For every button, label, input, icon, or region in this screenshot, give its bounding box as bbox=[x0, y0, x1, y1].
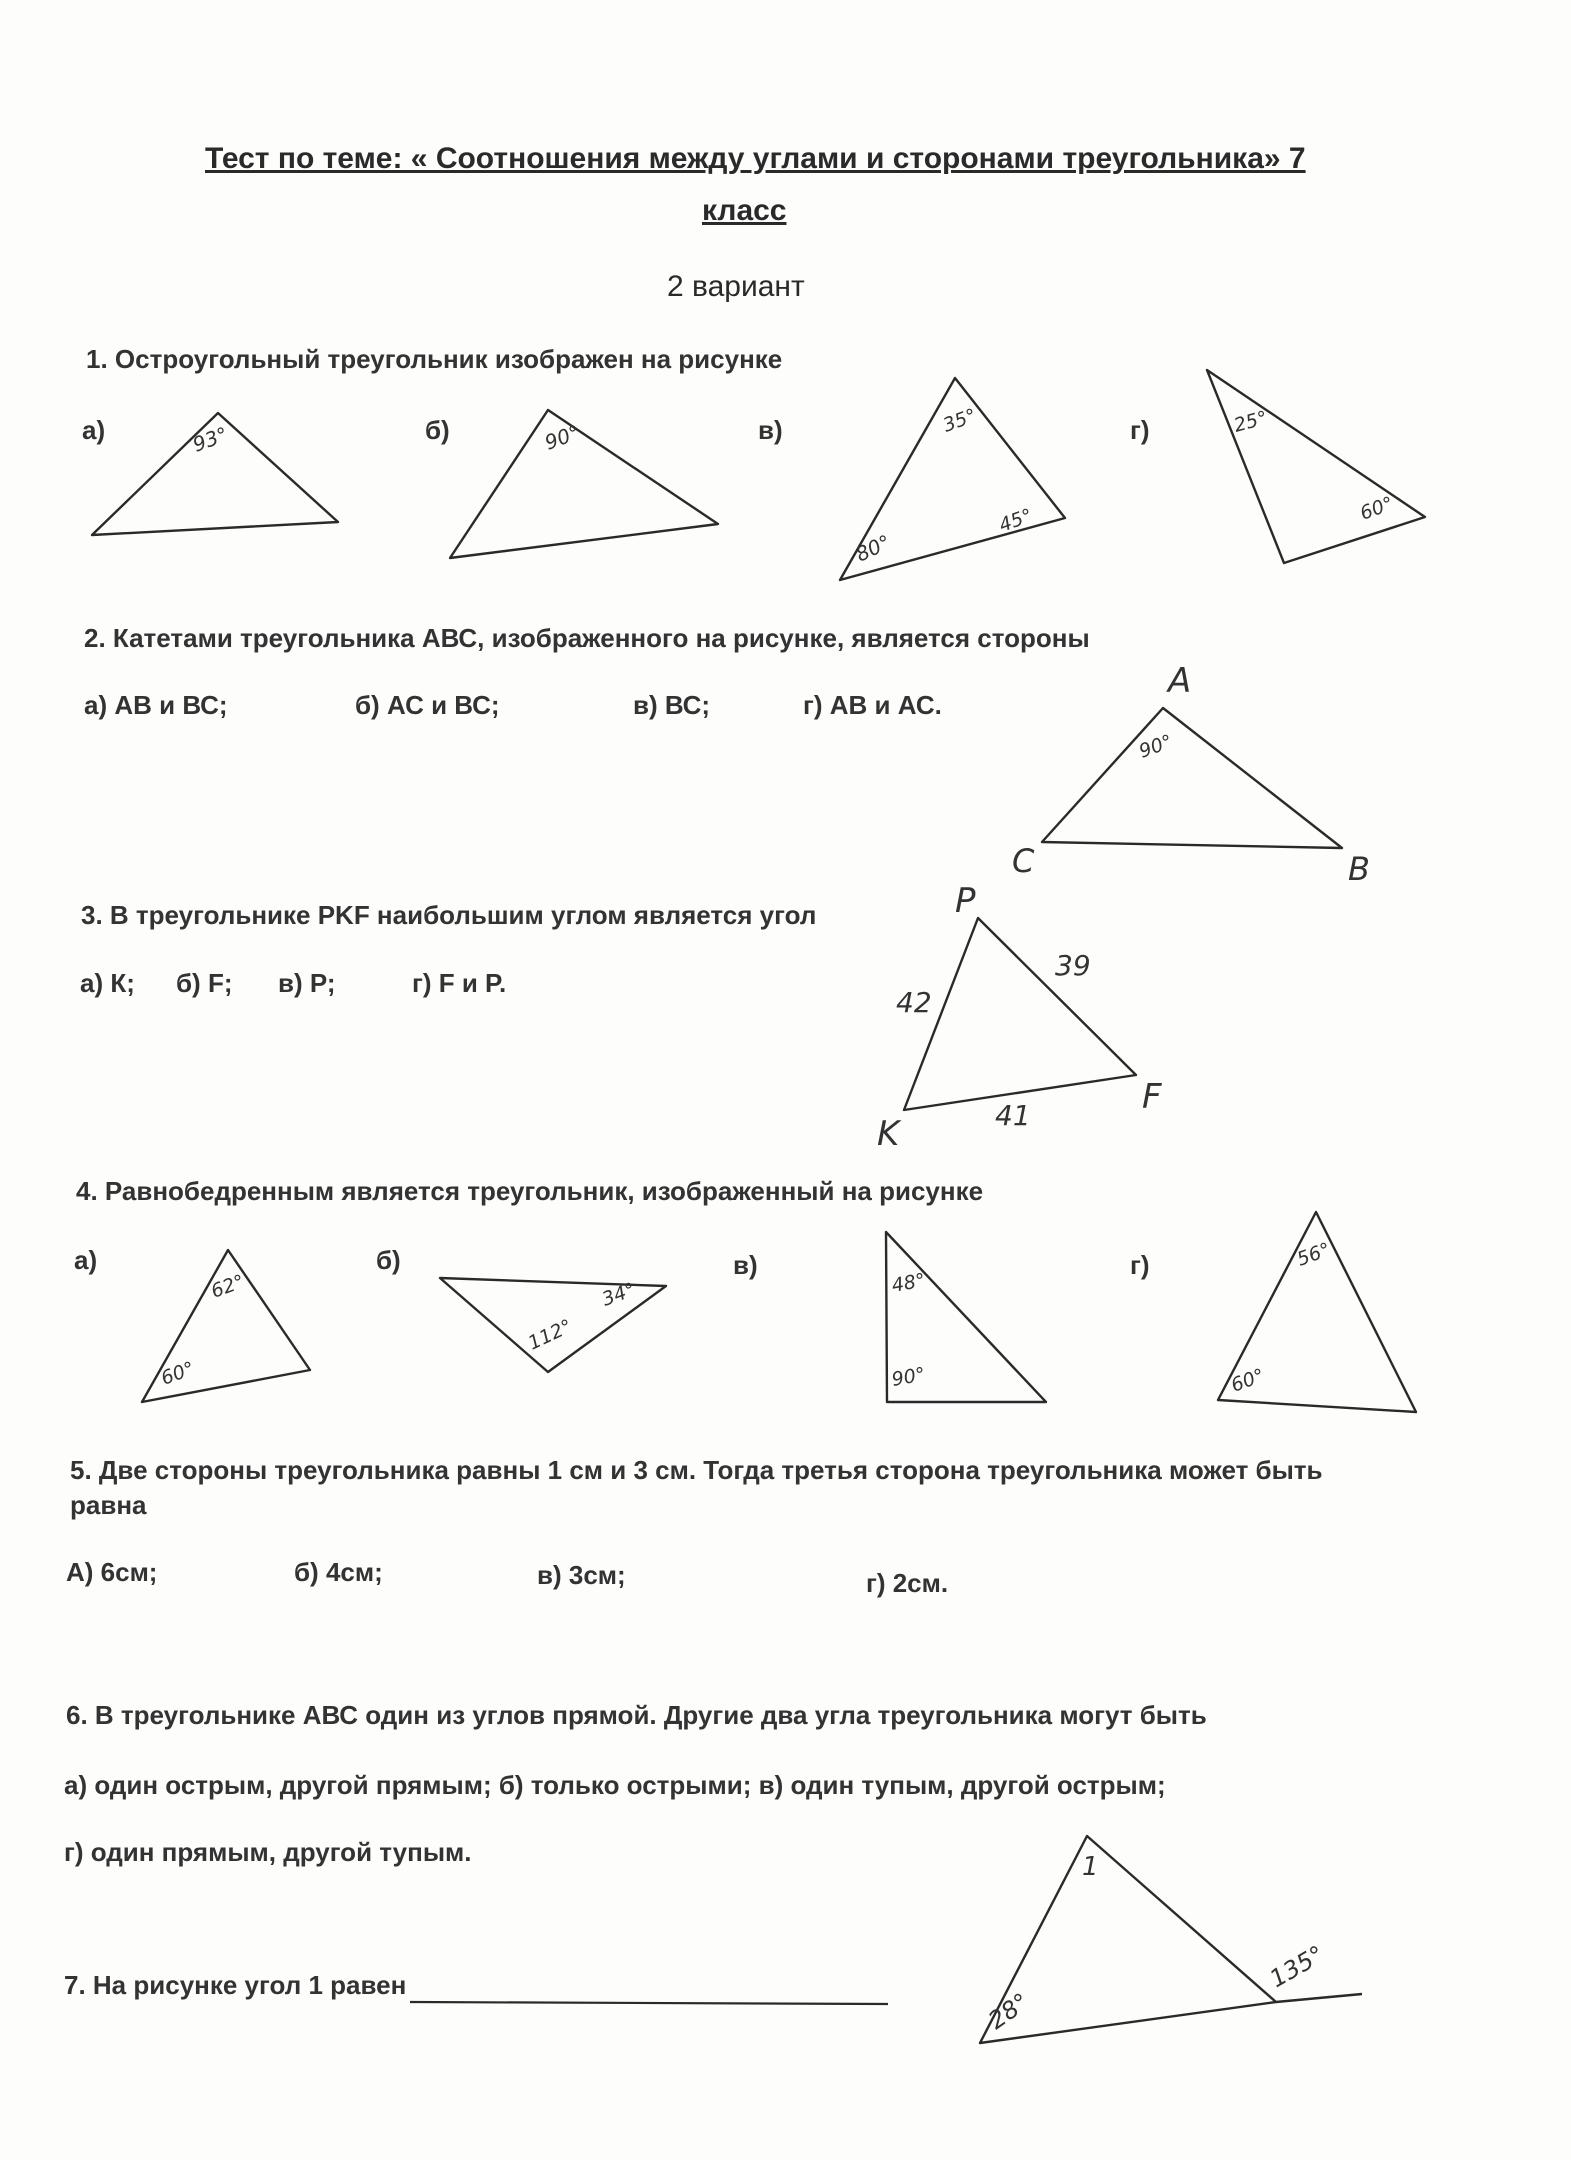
q5-question-line1: 5. Две стороны треугольника равны 1 см и 3 см. Тогда третья сторона треугольника может быть bbox=[70, 1455, 1323, 1485]
q3-question: 3. В треугольнике PKF наибольшим углом является угол bbox=[81, 900, 817, 930]
q4-angle-v-bottom: 90° bbox=[890, 1363, 928, 1391]
q2-vertex-a: A bbox=[1168, 661, 1192, 701]
q1-triangle-b bbox=[450, 410, 718, 558]
q2-option-g: г) АВ и АС. bbox=[803, 690, 942, 720]
q4-angle-v-top: 48° bbox=[890, 1269, 928, 1297]
q3-side-pf: 39 bbox=[1055, 949, 1091, 982]
q3-option-v: в) Р; bbox=[278, 968, 336, 998]
q4-angle-a-left: 60° bbox=[158, 1357, 198, 1390]
q4-option-g: г) bbox=[1130, 1250, 1150, 1280]
q1-angle-v-right: 45° bbox=[996, 504, 1036, 537]
q3-vertex-k: K bbox=[877, 1114, 900, 1154]
q3-side-pk: 42 bbox=[896, 986, 932, 1019]
variant-label: 2 вариант bbox=[667, 270, 805, 303]
q4-option-v: в) bbox=[733, 1250, 758, 1280]
q3-side-kf: 41 bbox=[995, 1099, 1031, 1132]
q4-angle-b-right: 34° bbox=[599, 1278, 639, 1311]
q1-triangle-g bbox=[1207, 370, 1425, 563]
q2-option-v: в) ВС; bbox=[633, 690, 711, 720]
q1-question: 1. Остроугольный треугольник изображен на рисунке bbox=[86, 344, 783, 374]
q7-angle-28-label: 28° bbox=[983, 1987, 1035, 2035]
q2-triangle-abc bbox=[1042, 708, 1342, 848]
q6-options-line2: г) один прямым, другой тупым. bbox=[64, 1837, 472, 1867]
q4-option-a: а) bbox=[74, 1245, 98, 1275]
q1-angle-b: 90° bbox=[541, 420, 584, 455]
q3-triangle-pkf bbox=[904, 918, 1136, 1110]
q3-vertex-p: P bbox=[955, 881, 976, 921]
q4-question: 4. Равнобедренным является треугольник, изображенный на рисунке bbox=[76, 1176, 984, 1206]
q5-option-a: А) 6см; bbox=[66, 1557, 158, 1587]
q3-option-b: б) F; bbox=[176, 968, 233, 998]
q1-angle-v-top: 35° bbox=[940, 404, 980, 437]
q4-angle-g-top: 56° bbox=[1294, 1238, 1334, 1271]
q1-angle-g-right: 60° bbox=[1357, 492, 1397, 525]
q1-option-v: в) bbox=[758, 415, 783, 445]
q7-extension-line bbox=[1276, 1994, 1362, 2002]
q4-option-b: б) bbox=[376, 1245, 401, 1275]
test-title-line2: класс bbox=[702, 194, 787, 227]
q3-option-g: г) F и P. bbox=[412, 968, 507, 998]
q6-question: 6. В треугольнике АВС один из углов прямой. Другие два угла треугольника могут быть bbox=[66, 1700, 1207, 1730]
q2-vertex-c: C bbox=[1012, 842, 1035, 880]
q1-option-a: а) bbox=[82, 415, 106, 445]
q6-options-line1: а) один острым, другой прямым; б) только острыми; в) один тупым, другой острым; bbox=[64, 1770, 1166, 1800]
q4-angle-a-top: 62° bbox=[208, 1270, 248, 1303]
q2-angle-a: 90° bbox=[1136, 730, 1176, 763]
q2-vertex-b: B bbox=[1348, 850, 1370, 888]
q7-angle-1-label: 1 bbox=[1082, 1852, 1099, 1882]
q1-angle-g-top: 25° bbox=[1231, 406, 1270, 437]
q1-option-g: г) bbox=[1130, 415, 1150, 445]
q1-angle-a: 93° bbox=[189, 422, 232, 457]
q1-angle-v-left: 80° bbox=[851, 529, 895, 567]
q1-option-b: б) bbox=[425, 415, 450, 445]
q3-vertex-f: F bbox=[1142, 1077, 1162, 1117]
q4-angle-b-bottom: 112° bbox=[524, 1315, 576, 1355]
q2-question: 2. Катетами треугольника АВС, изображенного на рисунке, является стороны bbox=[84, 623, 1090, 653]
q5-option-g: г) 2см. bbox=[866, 1568, 949, 1598]
q3-option-a: а) К; bbox=[80, 968, 135, 998]
q7-angle-135-label: 135° bbox=[1265, 1940, 1330, 1994]
q2-option-a: а) АВ и ВС; bbox=[84, 690, 228, 720]
test-title-line1: Тест по теме: « Соотношения между углами и сторонами треугольника» 7 bbox=[205, 142, 1306, 175]
q2-option-b: б) АС и ВС; bbox=[355, 690, 500, 720]
q7-answer-line[interactable] bbox=[410, 2002, 888, 2004]
q5-question-line2: равна bbox=[70, 1490, 147, 1520]
q4-angle-g-left: 60° bbox=[1228, 1364, 1268, 1397]
q7-question: 7. На рисунке угол 1 равен bbox=[64, 1970, 407, 2000]
q5-option-v: в) 3см; bbox=[537, 1560, 626, 1590]
q5-option-b: б) 4см; bbox=[294, 1557, 383, 1587]
